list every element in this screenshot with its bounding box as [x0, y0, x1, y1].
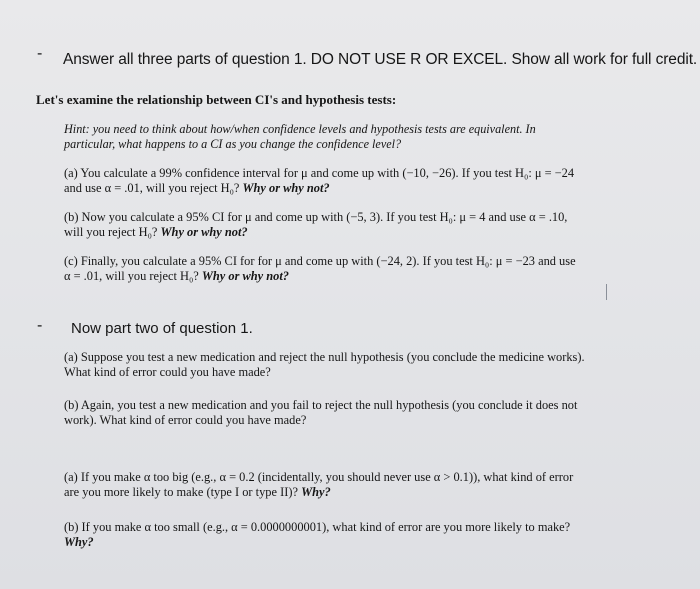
text-cursor — [606, 284, 607, 300]
hint-line-2: particular, what happens to a CI as you change the confidence level? — [64, 137, 402, 151]
part-1c-question: α = .01, will you reject H₀? — [64, 269, 202, 283]
part-2b-line-1: (b) Again, you test a new medication and you fail to reject the null hypothesis (you conclude it does not — [64, 398, 578, 412]
part-2d-line-2: Why? — [64, 535, 94, 549]
part-2a-line-2: What kind of error could you have made? — [64, 365, 271, 379]
part-2c-why: Why? — [301, 485, 331, 499]
part-1a — [64, 166, 574, 196]
part-2b — [64, 398, 577, 428]
part-1a-why: Why or why not? — [242, 181, 330, 195]
part-2b-line-2: work). What kind of error could you have made? — [64, 413, 307, 427]
part-1b-line-1: (b) Now you calculate a 95% CI for μ and come up with (−5, 3). If you test H₀: μ = 4 and use α = .10, — [64, 210, 568, 224]
section2-bullet: - — [37, 317, 43, 334]
part-2c — [64, 470, 573, 500]
part-1a-line-1: (a) You calculate a 99% confidence interval for μ and come up with (−10, −26). If you test H₀: μ = −24 — [64, 166, 575, 180]
part-2c-line-1: (a) If you make α too big (e.g., α = 0.2 (incidentally, you should never use α > 0.1)), what kind of error — [64, 470, 574, 484]
section-intro: Let's examine the relationship between CI's and hypothesis tests: — [36, 92, 397, 107]
hint-line-1: Hint: you need to think about how/when confidence levels and hypothesis tests are equivalent. In — [64, 122, 536, 136]
hint — [64, 122, 536, 152]
part-2d-line-1: (b) If you make α too small (e.g., α = 0.0000000001), what kind of error are you more likely to make? — [64, 520, 571, 534]
part-2d — [64, 520, 570, 550]
part-1b-why: Why or why not? — [160, 225, 248, 239]
section2-title: Now part two of question 1. — [71, 320, 253, 337]
part-1a-line-2 — [64, 181, 574, 196]
header-bullet: - — [37, 45, 43, 62]
part-1c-line-2 — [64, 269, 576, 284]
part-1b — [64, 210, 567, 240]
part-2a-line-1: (a) Suppose you test a new medication and reject the null hypothesis (you conclude the medicine works). — [64, 350, 585, 364]
part-1c-why: Why or why not? — [201, 269, 289, 283]
part-1a-question: and use α = .01, will you reject H₀? — [64, 181, 243, 195]
part-1b-question: will you reject H₀? — [64, 225, 161, 239]
part-1c-line-1: (c) Finally, you calculate a 95% CI for for μ and come up with (−24, 2). If you test H₀: μ = −23 and use — [64, 254, 576, 268]
part-2c-question: are you more likely to make (type I or type II)? — [64, 485, 302, 499]
part-1c — [64, 254, 576, 284]
part-2c-line-2 — [64, 485, 573, 500]
part-2a — [64, 350, 585, 380]
question-title: Answer all three parts of question 1. DO NOT USE R OR EXCEL. Show all work for full credit. — [63, 51, 698, 68]
part-1b-line-2 — [64, 225, 567, 240]
